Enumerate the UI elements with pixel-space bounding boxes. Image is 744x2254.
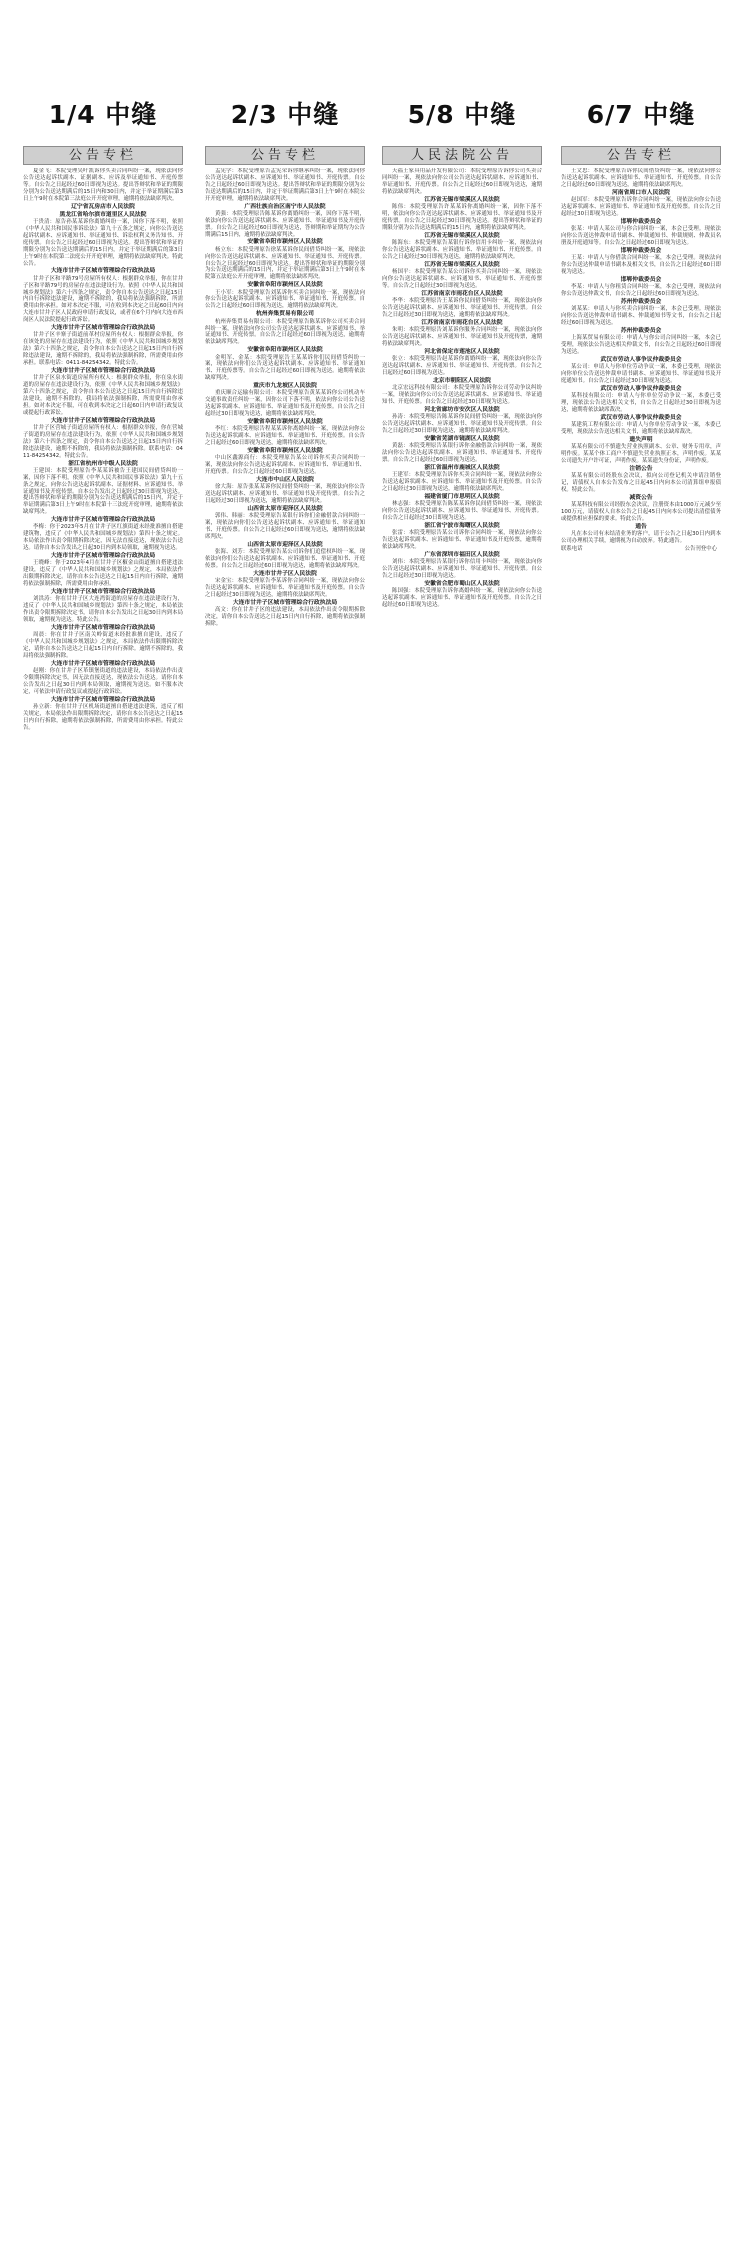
notice-body: 甘井子区营城子街道房屋所有权人：根据群众举报，你在营城子街道的房屋存在违法建设行为，依照《中华人民共和国城乡规划法》第六十四条之规定，责令你自本公告送达之日起15日内自行拆除违法建设，逾期不拆除的，我局将依法强制拆除。联系电话：0411-84254342。特此公告。 <box>23 424 183 459</box>
notice-body: 杨国平：本院受理原告某公司诉你买卖合同纠纷一案，现依法向你公告送达起诉状副本、应诉通知书、举证通知书、开庭传票等。自公告之日起经过30日即视为送达。 <box>382 268 542 289</box>
notice-item <box>23 589 183 624</box>
notice-item <box>561 357 721 385</box>
notice-body: 陈伟：本院受理原告许某某诉你离婚纠纷一案，因你下落不明，依法向你公告送达起诉状副本、应诉通知书、举证通知书及开庭传票。自公告之日起经过30日即视为送达。提出答辩状和举证的期限分别为公告送达期满后的15日内，逾期将依法缺席判决。 <box>382 203 542 231</box>
notice-body: 王建国：本院受理原告李某某诉被告王建国民间借贷纠纷一案，因你下落不明，依照《中华人民共和国民事诉讼法》第九十五条之规定，向你公告送达起诉状副本、证据材料、应诉通知书、举证通知书及开庭传票。自本公告发出之日起经过30日即视为送达。提出答辩状和举证的期限分别为公告送达期满后的15日内，并定于举证期满后第3日上午9时在本院第十三法庭开庭审理，逾期将依法缺席判决。 <box>23 467 183 516</box>
notice-body: 张海、刘芳：本院受理原告某公司诉你们追偿权纠纷一案，现依法向你们公告送达起诉状副本、应诉通知书、举证通知书、开庭传票。自公告之日起经过60日即视为送达，逾期将依法缺席判决。 <box>205 549 365 570</box>
notice-body: 赵国军：本院受理原告诉你合同纠纷一案，现依法向你公告送达起诉状副本、应诉通知书、举证通知书及开庭传票。自公告之日起经过30日即视为送达。 <box>561 197 721 217</box>
notice-body: 周晨：你在甘井子区南关岭街道未经批准擅自建设，违反了《中华人民共和国城乡规划法》之规定，本局依法作出限期拆除决定，请你自本公告送达之日起15日内自行拆除。逾期不拆除的，我局将依法强制拆除。 <box>23 632 183 659</box>
notice-title: 大连市甘井子区城市管理综合行政执法局 <box>50 660 156 667</box>
notice-body: 刘伟：本院受理原告某银行诉你信用卡纠纷一案，现依法向你公告送达起诉状副本、应诉通知书、举证通知书、开庭传票。自公告之日起经过30日即视为送达。 <box>382 559 542 579</box>
notice-body: 王建军：本院受理原告诉你买卖合同纠纷一案，现依法向你公告送达起诉状副本、应诉通知书、举证通知书及开庭传票。自公告之日起经过30日即视为送达，逾期将依法缺席判决。 <box>382 471 542 492</box>
notice-body: 张雷：本院受理原告某公司诉你合同纠纷一案，现依法向你公告送达起诉状副本、应诉通知书、举证通知书及开庭传票，逾期将依法缺席判决。 <box>382 530 542 550</box>
notice-body: 宋金宝：本院受理原告李某诉你合同纠纷一案，现依法向你公告送达起诉状副本、应诉通知书、举证通知书及开庭传票。自公告之日起经过30日即视为送达，逾期将依法缺席判决。 <box>205 578 365 599</box>
notice-item <box>23 168 183 203</box>
column-header: 人民法院公告 <box>382 146 542 165</box>
notice-item <box>205 383 365 418</box>
column-body <box>561 168 721 2203</box>
notice-title: 安徽省阜阳市颍州区人民法院 <box>247 282 323 289</box>
notice-item <box>382 378 542 406</box>
notice-body: 上海某贸易有限公司：申请人与你公司合同纠纷一案，本会已受理，现依法公告送达相关仲裁文书，自公告之日起经过60日即视为送达。 <box>561 335 721 355</box>
notice-item <box>23 268 183 324</box>
notice-body: 于贵清：原告孙某某诉你离婚纠纷一案，因你下落不明，依照《中华人民共和国民事诉讼法》第九十五条之规定，向你公告送达起诉状副本、应诉通知书、举证通知书、诉讼权利义务告知书、开庭传票。自公告之日起经过60日即视为送达。提出答辩状和举证的期限分别为公告送达期满后的15日内，并定于举证期满后的第3日上午9时在本院第二法庭公开开庭审理，逾期将依法缺席判决。特此公告。 <box>23 219 183 267</box>
notice-body: 杨立东：本院受理原告徐某某诉你民间借贷纠纷一案，现依法向你公告送达起诉状副本、应诉通知书、举证通知书、开庭传票。自公告之日起经过60日即视为送达。提出答辩状和举证的期限分别为公告送达期满后的15日内，并定于举证期满后第3日上午9时在本院第五法庭公开开庭审理，逾期将依法缺席判决。 <box>205 246 365 281</box>
notice-body: 高文：你在甘井子区的违法建设，本局依法作出责令限期拆除决定，请你自本公告送达之日起15日内自行拆除，逾期将依法强制拆除。 <box>205 607 365 628</box>
notice-item <box>561 190 721 218</box>
notice-item <box>382 197 542 232</box>
notice-item <box>561 466 721 494</box>
notice-body: 甘井子区和平路79号房屋所有权人：根据群众举报，你在甘井子区和平路79号的房屋存在违法建设行为。依照《中华人民共和国城乡规划法》第六十四条之规定，责令你自本公告送达之日起15日内自行拆除违法建设，逾期不拆除的，我局将依法强制拆除，所需费用由你承担。如对本决定不服，可在收到本决定之日起60日内向大连市甘井子区人民政府申请行政复议，或者在6个月内向大连市西岗区人民法院提起行政诉讼。 <box>23 275 183 324</box>
notice-body: 某公司：申请人与你单位劳动争议一案，本委已受理，现依法向你单位公告送达仲裁申请书副本、应诉通知书、举证通知书及开庭通知书。自公告之日起经过30日即视为送达。 <box>561 364 721 385</box>
notice-item <box>382 494 542 522</box>
notice-body: 郭伟、韩丽：本院受理原告某银行诉你们金融借款合同纠纷一案，现依法向你们公告送达起诉状副本、应诉通知书、举证通知书、开庭传票。自公告之日起经过60日即视为送达，逾期将依法缺席判决。 <box>205 513 365 541</box>
notice-item <box>205 347 365 382</box>
notice-body: 孙立新：你在甘井子区机场街道擅自搭建违法建筑，违反了相关规定，本局依法作出限期拆除决定，请你自本公告送达之日起15日内自行拆除，逾期将依法强制拆除，所需费用由你承担。特此公告。 <box>23 704 183 731</box>
notice-title: 邯郸仲裁委员会 <box>620 218 662 225</box>
notice-item <box>23 325 183 367</box>
notice-title: 辽宁省瓦房店市人民法院 <box>71 203 135 210</box>
notice-title: 江苏省无锡市梁溪区人民法院 <box>424 261 500 268</box>
column-body <box>23 168 183 2203</box>
notice-title: 武汉市劳动人事争议仲裁委员会 <box>600 385 682 392</box>
notice-body: 孟宪学：本院受理原告孟宪荣诉你继承纠纷一案，现依法向你公告送达起诉状副本、应诉通知书、举证通知书、开庭传票。自公告之日起经过60日即视为送达。提出答辩状和举证的期限分别为公告送达期满后的15日内，并定于举证期满后第3日上午9时在本院公开开庭审理，逾期将依法缺席判决。 <box>205 168 365 202</box>
notice-body: 某某科技有限公司经股东会决议，注册资本由1000万元减少至100万元，请债权人自本公告之日起45日内向本公司提出清偿债务或提供相应担保的要求。特此公告。 <box>561 502 721 523</box>
column-title: 1/4 中缝 <box>48 100 158 129</box>
notice-item <box>561 248 721 276</box>
notice-item <box>382 291 542 319</box>
notice-body: 天福王家具用品开发有限公司：本院受理原告诉你公司买卖合同纠纷一案，现依法向你公司公告送达起诉状副本、应诉通知书、举证通知书、开庭传票。自公告之日起经过60日即视为送达，逾期将依法缺席判决。 <box>382 168 542 195</box>
notice-body: 李梅：你于2023年5月在甘井子区红旗街道未经批准擅自搭建建筑物，违反了《中华人民共和国城乡规划法》第四十条之规定。本局依法作出责令限期拆除决定，因无法直接送达，现依法公告送达。请你自本公告发出之日起30日内到本局领取，逾期视为送达。 <box>23 524 183 552</box>
notice-body: 李华：本院受理原告王某诉你民间借贷纠纷一案，现依法向你公告送达起诉状副本、应诉通知书、举证通知书、开庭传票。自公告之日起经过30日即视为送达，逾期将依法缺席判决。 <box>382 297 542 318</box>
notice-body: 金明军、金某：本院受理原告王某某诉你们民间借贷纠纷一案，现依法向你们公告送达起诉状副本、应诉通知书、举证通知书、开庭传票等。自公告之日起经过60日即视为送达。逾期将依法缺席判决。 <box>205 354 365 382</box>
notice-title: 北京市朝阳区人民法院 <box>433 377 491 384</box>
notice-body: 北京宏远科技有限公司：本院受理原告诉你公司劳动争议纠纷一案，现依法向你公司公告送达起诉状副本、应诉通知书、举证通知书、开庭传票。自公告之日起经过30日即视为送达。 <box>382 384 542 405</box>
notice-item <box>561 328 721 356</box>
notice-title: 通告 <box>635 524 647 531</box>
notice-title: 邯郸仲裁委员会 <box>620 247 662 254</box>
notice-title: 广西壮族自治区南宁市人民法院 <box>244 203 326 210</box>
column-title: 5/8 中缝 <box>407 100 517 129</box>
notice-title: 江苏省南京市雨花台区人民法院 <box>421 319 503 326</box>
notice-title: 大连市甘井子区城市管理综合行政执法局 <box>50 624 156 631</box>
column-body <box>205 168 365 2203</box>
notice-body: 朱明：本院受理原告刘某诉你服务合同纠纷一案，现依法向你公告送达起诉状副本、应诉通知书、举证通知书及开庭传票，逾期将依法缺席判决。 <box>382 326 542 347</box>
notice-title: 杭州奔集贸易有限公司 <box>256 311 314 318</box>
notice-item <box>561 277 721 298</box>
notice-item <box>205 542 365 570</box>
notice-item <box>561 437 721 465</box>
notice-title: 浙江省杭州市中级人民法院 <box>68 460 138 467</box>
notice-title: 大连市甘井子区城市管理综合行政执法局 <box>50 696 156 703</box>
notice-title: 大连市甘井子区城市管理综合行政执法局 <box>50 517 156 524</box>
notice-title: 遗失声明 <box>629 437 653 444</box>
notice-title: 大连市甘井子区城市管理综合行政执法局 <box>50 268 156 275</box>
notice-body: 夏金飞：本院受理吴叶凯诉你买卖合同纠纷一案，现依法向你公告送达起诉状副本、证据副本、应诉及举证通知书、开庭传票等。自公告之日起经过60日即视为送达。提出答辩状和举证的期限分别为公告送达期满后的15日内和30日内，并定于举证期满后第3日上午9时在本院第三法庭公开开庭审理，逾期将依法缺席判决。 <box>23 168 183 202</box>
notice-item <box>382 523 542 551</box>
notice-body: 王某：申请人与你借款合同纠纷一案，本会已受理。现依法向你公告送达仲裁申请书副本及相关文书，自公告之日起经过60日即视为送达。 <box>561 255 721 275</box>
notice-title: 安徽省芜湖市镜湖区人民法院 <box>424 435 500 442</box>
notice-title: 大连市甘井子区城市管理综合行政执法局 <box>50 367 156 374</box>
notice-body: 徐大海：原告张某某诉你民间借贷纠纷一案，现依法向你公告送达起诉状副本、应诉通知书、举证通知书及开庭传票。自公告之日起经过30日即视为送达，逾期将依法缺席判决。 <box>205 484 365 505</box>
notice-body: 孙涛：本院受理原告陈某诉你民间借贷纠纷一案，现依法向你公告送达起诉状副本、应诉通知书、举证通知书及开庭传票。自公告之日起经过30日即视为送达，逾期将依法缺席判决。 <box>382 413 542 434</box>
notice-item <box>23 553 183 588</box>
notice-title: 河北省廊坊市安次区人民法院 <box>424 406 500 413</box>
notice-item <box>205 506 365 541</box>
notice-body: 重庆顺合运输有限公司：本院受理原告黄某某诉你公司机动车交通事故责任纠纷一案，因你公司下落不明，依法向你公司公告送达起诉状副本、应诉通知书、举证通知书及开庭传票。自公告之日起经过30日即视为送达，逾期将依法缺席判决。 <box>205 390 365 418</box>
notice-title: 安徽省合肥市蜀山区人民法院 <box>424 580 500 587</box>
notice-body: 某某有限公司不慎遗失营业执照副本、公章、财务专用章，声明作废。某某个体工商户不慎遗失营业执照正本，声明作废。某某公司遗失开户许可证，声明作废。某某遗失身份证，声明作废。 <box>561 444 721 465</box>
notice-item <box>561 415 721 436</box>
notice-title: 武汉市劳动人事争议仲裁委员会 <box>600 414 682 421</box>
notice-title: 邯郸仲裁委员会 <box>620 276 662 283</box>
notice-title: 武汉市劳动人事争议仲裁委员会 <box>600 356 682 363</box>
notice-title: 河南省周口市人民法院 <box>612 189 670 196</box>
notice-title: 安徽省阜阳市颍州区人民法院 <box>247 347 323 354</box>
notice-title: 注销公告 <box>629 466 653 473</box>
column-header: 公告专栏 <box>23 146 183 165</box>
notice-body: 王文忠：本院受理原告诉你民间借贷纠纷一案，现依法向你公告送达起诉状副本、应诉通知书、举证通知书、开庭传票。自公告之日起经过60日即视为送达，逾期将依法缺席判决。 <box>561 168 721 188</box>
notice-item <box>382 168 542 196</box>
notice-item <box>561 219 721 247</box>
column-body <box>382 168 542 2203</box>
column-header: 公告专栏 <box>205 146 365 165</box>
notice-body: 某某有限公司经股东会决议，拟向公司登记机关申请注销登记，请债权人自本公告发布之日起45日内向本公司清算组申报债权。特此公告。 <box>561 473 721 494</box>
notice-title: 大连市甘井子区人民法院 <box>253 571 317 578</box>
notice-title: 大连市中山区人民法院 <box>256 477 314 484</box>
notice-item <box>23 697 183 732</box>
footer-right-text: 公告刊登中心 <box>684 546 717 553</box>
notice-body: 凡在本公司有未结清业务的客户，请于公告之日起30日内到本公司办理相关手续，逾期视为自动放弃。特此通告。 <box>561 531 721 545</box>
notice-item <box>382 465 542 493</box>
notice-item <box>205 477 365 505</box>
notice-title: 江苏省无锡市梁溪区人民法院 <box>424 232 500 239</box>
notice-title: 苏州仲裁委员会 <box>620 327 662 334</box>
column-header: 公告专栏 <box>561 146 721 165</box>
notice-title: 山西省太原市迎泽区人民法院 <box>247 542 323 549</box>
notice-item <box>205 311 365 346</box>
notice-title: 安徽省阜阳市颍州区人民法院 <box>247 239 323 246</box>
notice-item <box>561 299 721 327</box>
notice-body: 陈国强：本院受理原告诉你离婚纠纷一案，现依法向你公告送达起诉状副本、应诉通知书、举证通知书及开庭传票。自公告之日起经过60日即视为送达。 <box>382 588 542 608</box>
notice-title: 重庆市九龙坡区人民法院 <box>253 383 317 390</box>
notice-title: 黑龙江省哈尔滨市道里区人民法院 <box>59 211 147 218</box>
notice-body: 赵刚：你在甘井子区革镇堡街道的违法建设，本局依法作出责令限期拆除决定书，因无法直接送达，现依法公告送达。请你自本公告发出之日起30日内到本局领取，逾期视为送达。如不服本决定，可依法申请行政复议或提起行政诉讼。 <box>23 668 183 695</box>
column-title: 6/7 中缝 <box>586 100 696 129</box>
notice-title: 大连市甘井子区城市管理综合行政执法局 <box>232 600 338 607</box>
notice-body: 刘某某：申请人与你买卖合同纠纷一案，本会已受理。现依法向你公告送达仲裁申请书副本、仲裁通知书等文书，自公告之日起经过60日即视为送达。 <box>561 306 721 326</box>
notice-item <box>205 419 365 447</box>
notice-item <box>561 386 721 414</box>
notice-body: 王晓峰：你于2023年4月在甘井子区椒金山街道擅自搭建违法建设，违反了《中华人民共和国城乡规划法》之规定，本局依法作出限期拆除决定。请你自本公告送达之日起15日内自行拆除，逾期将依法强制拆除，所需费用由你承担。 <box>23 560 183 588</box>
column-title: 2/3 中缝 <box>230 100 340 129</box>
notice-body: 黄磊：本院受理原告某银行诉你金融借款合同纠纷一案，现依法向你公告送达起诉状副本、应诉通知书、举证通知书、开庭传票。自公告之日起经过60日即视为送达。 <box>382 442 542 463</box>
notice-title: 福建省厦门市思明区人民法院 <box>424 493 500 500</box>
notice-title: 苏州仲裁委员会 <box>620 298 662 305</box>
notice-body: 某科技有限公司：申请人与你单位劳动争议一案，本委已受理，现依法公告送达相关文书，自公告之日起经过30日即视为送达，逾期将依法缺席裁决。 <box>561 393 721 414</box>
notice-item <box>561 168 721 189</box>
notice-title: 安徽省阜阳市颍州区人民法院 <box>247 419 323 426</box>
notice-item <box>382 233 542 261</box>
notice-item <box>205 571 365 599</box>
column-footer <box>561 546 721 553</box>
notice-item <box>382 349 542 377</box>
notice-item <box>382 262 542 290</box>
notice-body: 林志强：本院受理原告陈某某诉你民间借贷纠纷一案，现依法向你公告送达起诉状副本、应诉通知书、举证通知书、开庭传票。自公告之日起经过30日即视为送达。 <box>382 500 542 521</box>
notice-body: 王小军：本院受理原告刘某诉你买卖合同纠纷一案，现依法向你公告送达起诉状副本、应诉通知书、举证通知书、开庭传票。自公告之日起经过60日即视为送达，逾期将依法缺席判决。 <box>205 289 365 310</box>
notice-title: 山西省太原市迎泽区人民法院 <box>247 506 323 513</box>
notice-item <box>23 368 183 417</box>
notice-item <box>561 524 721 545</box>
notice-item <box>23 204 183 211</box>
notice-item <box>23 461 183 517</box>
notice-body: 中山区鑫源商行：本院受理原告某公司诉你买卖合同纠纷一案，现依法向你公告送达起诉状副本、应诉通知书、举证通知书、开庭传票。自公告之日起经过60日即视为送达。 <box>205 455 365 476</box>
notice-body: 陈海东：本院受理原告某银行诉你信用卡纠纷一案，现依法向你公告送达起诉状副本、应诉通知书、举证通知书、开庭传票。自公告之日起经过30日即视为送达，逾期将依法缺席判决。 <box>382 239 542 260</box>
notice-body: 甘井子区泉水街道房屋所有权人：根据群众举报，你在泉水街道的房屋存在违法建设行为，依照《中华人民共和国城乡规划法》第六十四条之规定，责令你自本公告送达之日起15日内自行拆除违法建设，逾期不拆除的，我局将依法强制拆除，所需费用由你承担。如对本决定不服，可在收到本决定之日起60日内申请行政复议或提起行政诉讼。 <box>23 375 183 416</box>
notice-item <box>382 436 542 464</box>
notice-title: 江苏省无锡市梁溪区人民法院 <box>424 196 500 203</box>
notice-item <box>382 407 542 435</box>
notice-title: 广东省深圳市福田区人民法院 <box>424 551 500 558</box>
notice-item <box>382 552 542 580</box>
notice-title: 大连市甘井子区城市管理综合行政执法局 <box>50 588 156 595</box>
notice-title: 大连市甘井子区城市管理综合行政执法局 <box>50 553 156 560</box>
notice-body: 刘洪涛：你在甘井子区大连湾街道的房屋存在违法建设行为，违反了《中华人民共和国城乡规划法》第四十条之规定，本局依法作出责令限期拆除决定书，请你自本公告发出之日起30日内到本局领取，逾期视为送达。特此公告。 <box>23 596 183 623</box>
notice-item <box>382 320 542 348</box>
notice-item <box>205 168 365 203</box>
notice-title: 江苏省南京市雨花台区人民法院 <box>421 290 503 297</box>
notice-title: 安徽省阜阳市颍州区人民法院 <box>247 448 323 455</box>
notice-item <box>23 212 183 268</box>
notice-item <box>382 581 542 609</box>
notice-body: 李某：申请人与你租赁合同纠纷一案，本会已受理，现依法向你公告送达仲裁文书，自公告之日起经过60日即视为送达。 <box>561 284 721 297</box>
notice-body: 李红：本院受理原告程某某诉你离婚纠纷一案，现依法向你公告送达起诉状副本、应诉通知书、举证通知书、开庭传票。自公告之日起经过60日即视为送达，逾期将依法缺席判决。 <box>205 426 365 447</box>
footer-left-text: 联系电话 <box>561 546 583 553</box>
notice-item <box>23 661 183 696</box>
notice-item <box>205 600 365 628</box>
notice-title: 大连市甘井子区城市管理综合行政执法局 <box>50 325 156 332</box>
notice-item <box>205 239 365 281</box>
notice-body: 杭州奔集贸易有限公司：本院受理原告陈某诉你公司买卖合同纠纷一案，现依法向你公司公告送达起诉状副本、应诉通知书、举证通知书、开庭传票。自公告之日起经过60日即视为送达，逾期将依法缺席判决。 <box>205 318 365 346</box>
notice-title: 浙江省宁波市海曙区人民法院 <box>424 522 500 529</box>
notice-item <box>561 495 721 523</box>
notice-title: 河北省保定市莲池区人民法院 <box>424 348 500 355</box>
notice-item <box>23 517 183 552</box>
notice-item <box>205 282 365 310</box>
notice-item <box>23 625 183 660</box>
notice-title: 减资公告 <box>629 495 653 502</box>
notice-body: 张某：申请人某公司与你合同纠纷一案，本会已受理。现依法向你公告送达仲裁申请书副本、仲裁通知书、仲裁规则、仲裁员名册及开庭通知等。自公告之日起经过60日即视为送达。 <box>561 226 721 246</box>
notice-body: 甘井子区辛寨子街道前革村房屋所有权人：根据群众举报，你在该处的房屋存在违法建设行为，依照《中华人民共和国城乡规划法》第六十四条之规定，责令你自本公告送达之日起15日内自行拆除违法建设，逾期不拆除的，我局将依法强制拆除，所需费用由你承担。联系电话：0411-84254342。特此公告。 <box>23 332 183 367</box>
notice-item <box>205 448 365 476</box>
notice-item <box>205 204 365 239</box>
notice-item <box>23 418 183 460</box>
notice-title: 浙江省温州市鹿城区人民法院 <box>424 464 500 471</box>
notice-body: 某建筑工程有限公司：申请人与你单位劳动争议一案，本委已受理，现依法公告送达相关文书，逾期将依法缺席裁决。 <box>561 422 721 436</box>
notice-body: 黄强：本院受理原告陈某诉你离婚纠纷一案，因你下落不明，依法向你公告送达起诉状副本、应诉通知书、举证通知书及开庭传票。自公告之日起经过60日即视为送达，答辩期和举证期均为公告期满后15日内，逾期将依法缺席判决。 <box>205 210 365 238</box>
notice-body: 张立：本院受理原告赵某诉你离婚纠纷一案，现依法向你公告送达起诉状副本、应诉通知书、举证通知书、开庭传票。自公告之日起经过60日即视为送达。 <box>382 355 542 376</box>
notice-title: 大连市甘井子区城市管理综合行政执法局 <box>50 417 156 424</box>
